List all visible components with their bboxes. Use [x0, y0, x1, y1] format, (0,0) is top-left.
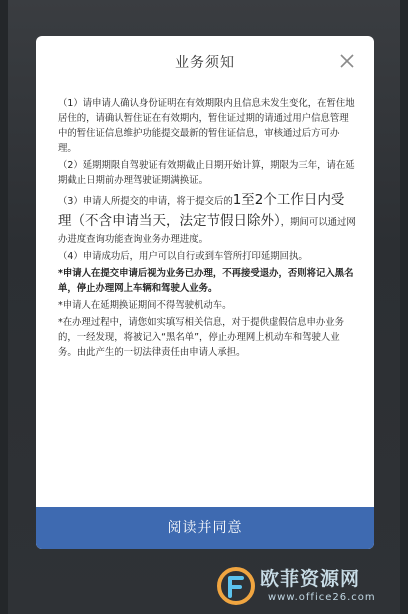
- notice-item-3-lead: （3）申请人所提交的申请，将于提交后的: [58, 196, 233, 207]
- watermark-url: www.office26.com: [268, 592, 376, 603]
- notice-warning-no-driving: *申请人在延期换证期间不得驾驶机动车。: [58, 300, 232, 311]
- read-and-agree-button[interactable]: 阅读并同意: [36, 507, 374, 549]
- dialog-title: 业务须知: [175, 55, 235, 71]
- notice-item-3-tail: ，期间可以通过网办进度查询功能查询业务办理进度。: [58, 217, 356, 245]
- backdrop-edge-left: [0, 0, 8, 614]
- watermark: [216, 560, 406, 612]
- office26-logo-icon: [216, 566, 256, 606]
- watermark-title: 欧菲资源网: [260, 568, 361, 590]
- notice-warning-blacklist: *申请人在提交申请后视为业务已办理，不再接受退办，否则将记入黑名单，停止办理网上车辆和驾驶人业务。: [58, 268, 354, 294]
- backdrop-edge-right: [400, 0, 408, 614]
- close-button[interactable]: [338, 52, 356, 70]
- notice-item-2: （2）延期期限自驾驶证有效期截止日期开始计算，期限为三年，请在延期截止日期前办理驾驶证期满换证。: [58, 160, 355, 186]
- notice-item-1: （1）请申请人确认身份证明在有效期限内且信息未发生变化，在暂住地居住的，请确认暂住证在有效期内，暂住证过期的请通过用户信息管理中的暂住证信息维护功能提交最新的暂住证信息，审核通过后方可办理。: [58, 98, 355, 154]
- close-icon: [338, 52, 356, 70]
- notice-body: [58, 96, 356, 362]
- notice-item-3: [58, 190, 356, 247]
- notice-dialog: [36, 36, 374, 549]
- processing-time-highlight: 1至2个工作日内受理（不含申请当天，法定节假日除外）: [58, 192, 345, 229]
- notice-item-4: （4）申请成功后，用户可以自行或到车管所打印延期回执。: [58, 251, 308, 262]
- notice-warning-false-info: *在办理过程中，请您如实填写相关信息，对于提供虚假信息申办业务的，一经发现，将被记入“黑名单”，停止办理网上机动车和驾驶人业务。由此产生的一切法律责任由申请人承担。: [58, 317, 344, 358]
